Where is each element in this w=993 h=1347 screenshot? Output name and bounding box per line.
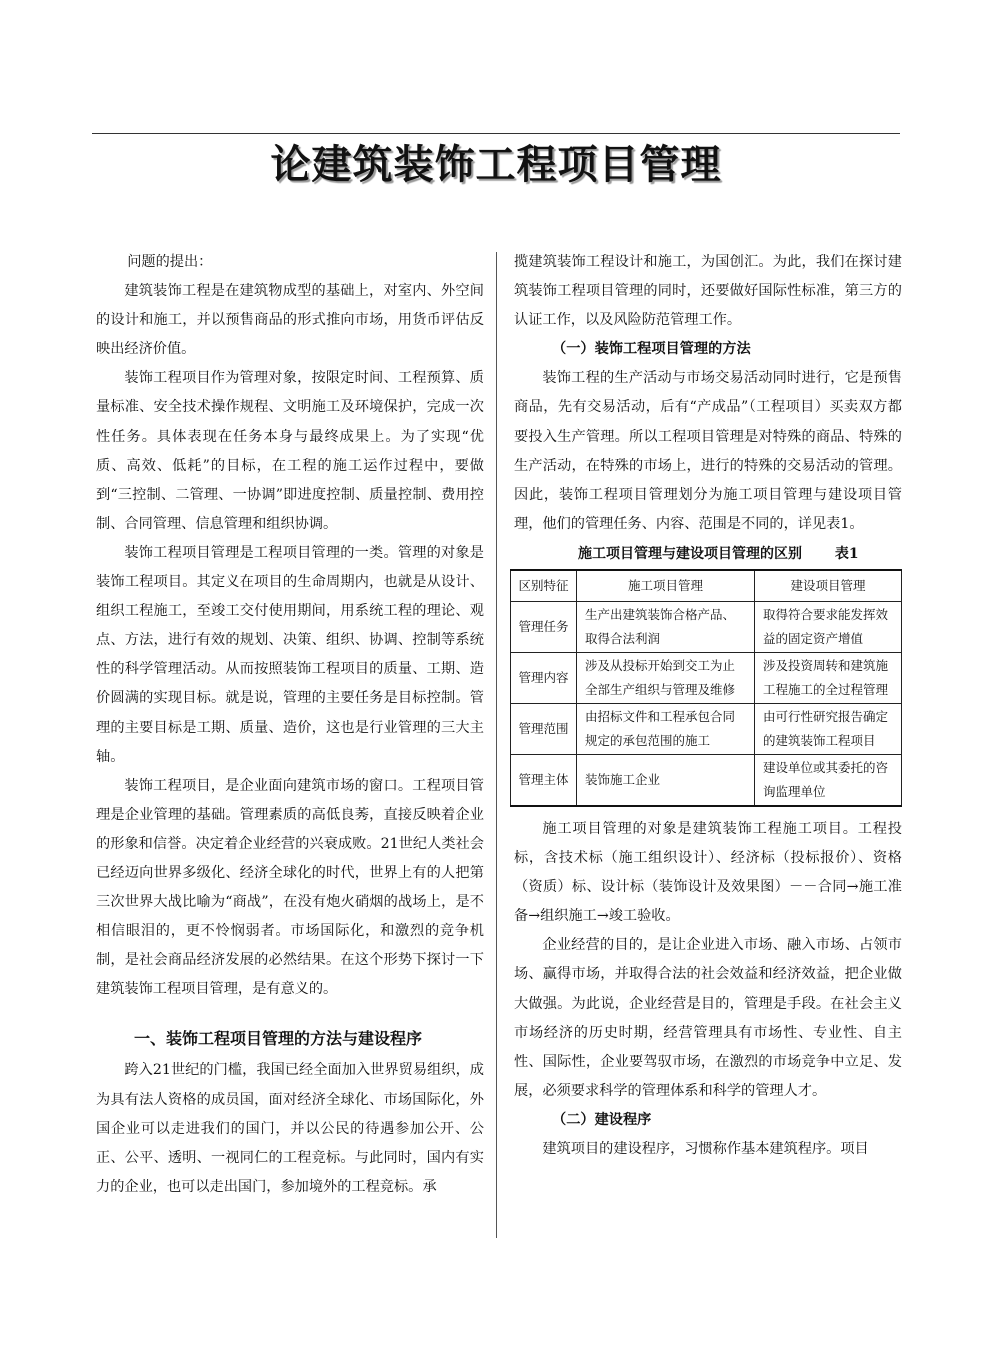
paragraph: 装饰工程项目管理是工程项目管理的一类。管理的对象是装饰工程项目。其定义在项目的生命周期内，也就是从设计、组织工程施工，至竣工交付使用期间，用系统工程的理论、观点、方法，进行有效的规划、决策、组织、协调、控制等系统性的科学管理活动。从而按照装饰工程项目的质量、工期、造价圆满的实现目标。就是说，管理的主要任务是目标控制。管理的主要目标是工期、质量、造价，这也是行业管理的三大主轴。 bbox=[96, 544, 484, 765]
table-row bbox=[511, 754, 902, 806]
column-divider bbox=[496, 252, 497, 1238]
table-cell: 建设单位或其委托的咨询监理单位 bbox=[755, 754, 902, 806]
paragraph: 揽建筑装饰工程设计和施工，为国创汇。为此，我们在探讨建筑装饰工程项目管理的同时，还要做好国际性标准，第三方的认证工作，以及风险防范管理工作。 bbox=[514, 254, 902, 329]
left-column bbox=[96, 248, 484, 1202]
table-cell: 管理主体 bbox=[511, 754, 577, 806]
paragraph: 装饰工程项目，是企业面向建筑市场的窗口。工程项目管理是企业管理的基础。管理素质的高低良莠，直接反映着企业的形象和信誉。决定着企业经营的兴衰成败。21世纪人类社会已经迈向世界多级化、经济全球化的时代，世界上有的人把第三次世界大战比喻为“商战”，在没有炮火硝烟的战场上，是不相信眼泪的，更不怜悯弱者。市场国际化，和激烈的竞争机制，是社会商品经济发展的必然结果。在这个形势下探讨一下建筑装饰工程项目管理，是有意义的。 bbox=[96, 777, 484, 998]
table-cell: 管理任务 bbox=[511, 601, 577, 652]
table-caption-text: 施工项目管理与建设项目管理的区别 bbox=[578, 545, 802, 562]
right-column bbox=[514, 248, 902, 1164]
table-cell: 由可行性研究报告确定的建筑装饰工程项目 bbox=[755, 703, 902, 754]
table-row bbox=[511, 703, 902, 754]
comparison-table bbox=[510, 569, 902, 807]
table-header-cell: 建设项目管理 bbox=[755, 570, 902, 602]
table-header-row bbox=[511, 570, 902, 602]
table-header-cell: 区别特征 bbox=[511, 570, 577, 602]
table-cell: 取得符合要求能发挥效益的固定资产增值 bbox=[755, 601, 902, 652]
paragraph: 装饰工程项目作为管理对象，按限定时间、工程预算、质量标准、安全技术操作规程、文明施工及环境保护，完成一次性任务。具体表现在任务本身与最终成果上。为了实现“优质、高效、低耗”的目标，在工程的施工运作过程中，要做到“三控制、二管理、一协调”即进度控制、质量控制、费用控制、合同管理、信息管理和组织协调。 bbox=[96, 370, 484, 532]
paragraph: 建筑项目的建设程序，习惯称作基本建筑程序。项目 bbox=[542, 1140, 869, 1157]
table-row bbox=[511, 652, 902, 703]
subsection-heading: （一）装饰工程项目管理的方法 bbox=[552, 341, 751, 358]
table-cell: 由招标文件和工程承包合同规定的承包范围的施工 bbox=[577, 703, 755, 754]
table-caption bbox=[514, 539, 902, 569]
intro-label: 问题的提出： bbox=[127, 254, 213, 270]
paragraph: 施工项目管理的对象是建筑装饰工程施工项目。工程投标，含技术标（施工组织设计）、经济标（投标报价）、资格（资质）标、设计标（装饰设计及效果图）－－合同→施工准备→组织施工→竣工验收。 bbox=[514, 820, 902, 925]
table-cell: 管理内容 bbox=[511, 652, 577, 703]
table-cell: 生产出建筑装饰合格产品、取得合法利润 bbox=[577, 601, 755, 652]
table-cell: 涉及投资周转和建筑施工程施工的全过程管理 bbox=[755, 652, 902, 703]
page-title: 论建筑装饰工程项目管理 bbox=[270, 141, 722, 188]
table-header-cell: 施工项目管理 bbox=[577, 570, 755, 602]
paragraph: 跨入21世纪的门槛，我国已经全面加入世界贸易组织，成为具有法人资格的成员国，面对经济全球化、市场国际化，外国企业可以走进我们的国门，并以公民的待遇参加公开、公正、公平、透明、一视同仁的工程竞标。与此同时，国内有实力的企业，也可以走出国门，参加境外的工程竞标。承 bbox=[96, 1062, 484, 1195]
table-cell: 管理范围 bbox=[511, 703, 577, 754]
paragraph: 装饰工程的生产活动与市场交易活动同时进行，它是预售商品，先有交易活动，后有“产成品”（工程项目）买卖双方都要投入生产管理。所以工程项目管理是对特殊的商品、特殊的生产活动，在特殊的市场上，进行的特殊的交易活动的管理。因此，装饰工程项目管理划分为施工项目管理与建设项目管理，他们的管理任务、内容、范围是不同的，详见表1。 bbox=[514, 370, 902, 532]
top-rule bbox=[92, 133, 900, 134]
table-number: 表1 bbox=[834, 545, 859, 562]
paragraph: 企业经营的目的，是让企业进入市场、融入市场、占领市场、赢得市场，并取得合法的社会效益和经济效益，把企业做大做强。为此说，企业经营是目的，管理是手段。在社会主义市场经济的历史时期，经营管理具有市场性、专业性、自主性、国际性，企业要驾驭市场，在激烈的市场竞争中立足、发展，必须要求科学的管理体系和科学的管理人才。 bbox=[514, 937, 902, 1099]
subsection-heading: （二）建设程序 bbox=[552, 1111, 652, 1128]
paragraph: 建筑装饰工程是在建筑物成型的基础上，对室内、外空间的设计和施工，并以预售商品的形式推向市场，用货币评估反映出经济价值。 bbox=[96, 283, 484, 358]
table-cell: 涉及从投标开始到交工为止全部生产组织与管理及维修 bbox=[577, 652, 755, 703]
section-heading: 一、装饰工程项目管理的方法与建设程序 bbox=[134, 1029, 423, 1049]
table-cell: 装饰施工企业 bbox=[577, 754, 755, 806]
table-row bbox=[511, 601, 902, 652]
